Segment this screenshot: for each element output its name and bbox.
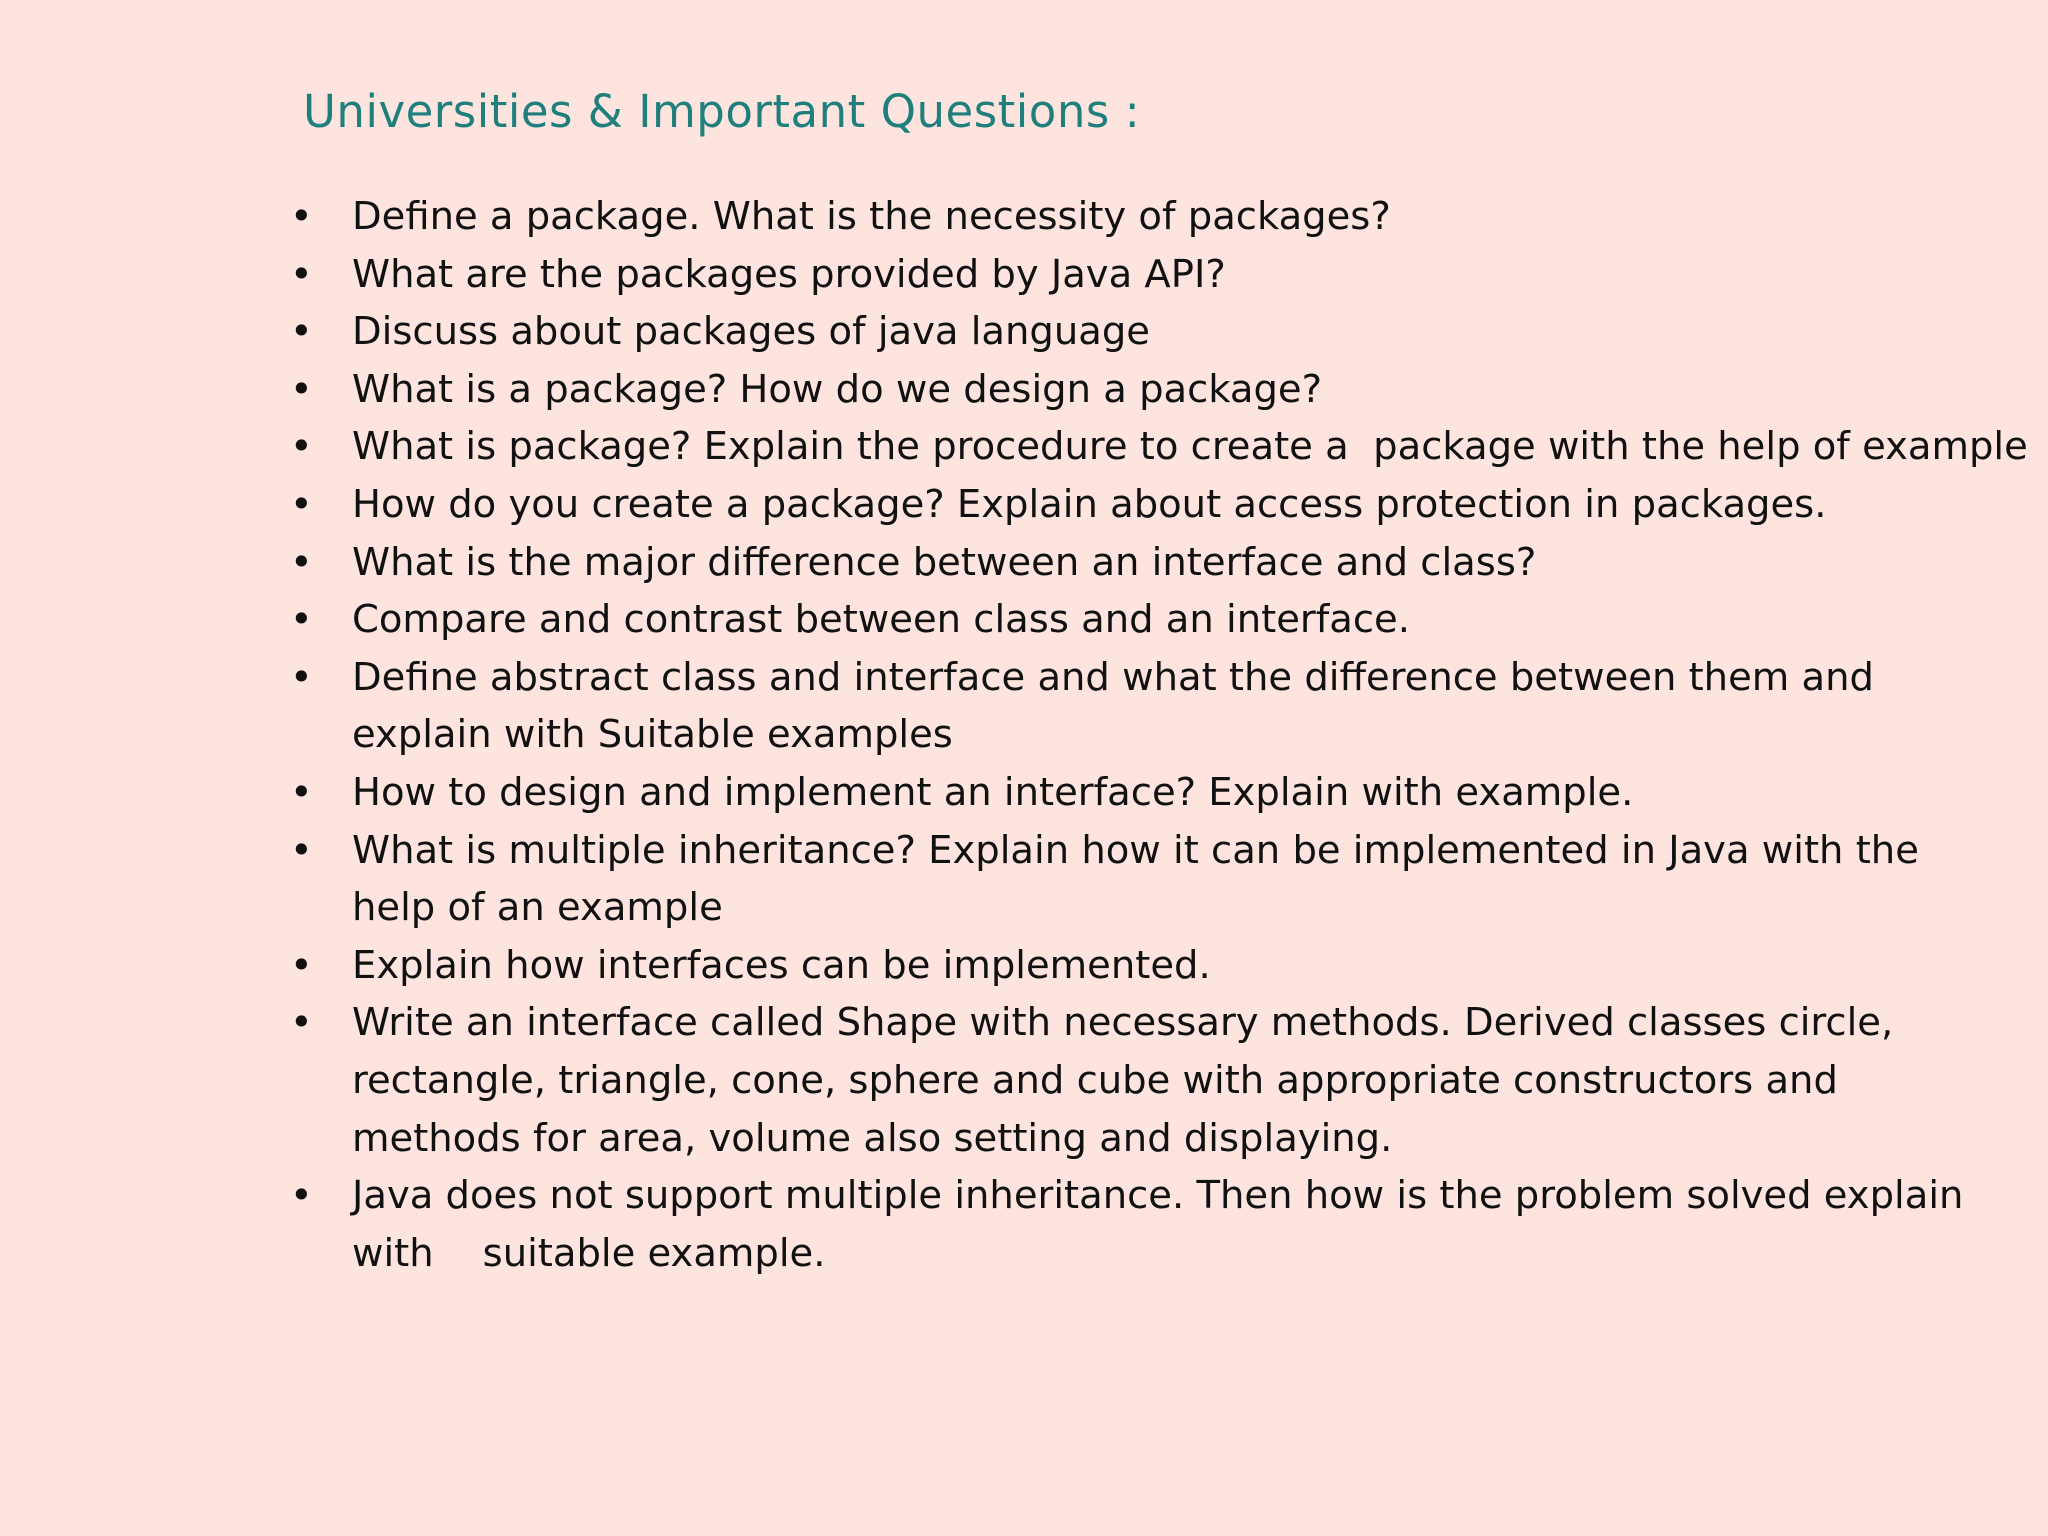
- question-text-line: with suitable example.: [352, 1230, 826, 1276]
- bullet-icon: •: [290, 194, 313, 239]
- slide-title: Universities & Important Questions :: [303, 85, 1141, 138]
- bullet-icon: •: [290, 597, 313, 643]
- question-item: [290, 649, 2040, 764]
- question-text-line: methods for area, volume also setting and displaying.: [352, 1115, 1393, 1161]
- question-text-line: Define abstract class and interface and what the difference between them and: [352, 654, 1874, 700]
- bullet-icon: •: [290, 539, 313, 585]
- question-text-line: Discuss about packages of java language: [352, 309, 1150, 355]
- question-item: [290, 418, 2040, 476]
- question-list: [290, 188, 2040, 1282]
- question-item: [290, 994, 2040, 1167]
- question-item: [290, 303, 2040, 361]
- bullet-icon: •: [290, 1000, 313, 1046]
- question-item: [290, 822, 2040, 937]
- question-item: [290, 764, 2040, 822]
- question-item: [290, 1167, 2040, 1282]
- bullet-icon: •: [290, 769, 313, 815]
- question-item: [290, 361, 2040, 419]
- bullet-icon: •: [290, 942, 313, 988]
- question-item: [290, 591, 2040, 649]
- bullet-icon: •: [290, 827, 313, 873]
- bullet-icon: •: [290, 481, 313, 527]
- question-text-line: What is a package? How do we design a package?: [352, 366, 1323, 412]
- question-item: [290, 937, 2040, 995]
- question-text-line: Define a package. What is the necessity of packages?: [352, 194, 1391, 239]
- question-text-line: What is package? Explain the procedure to create a package with the help of example: [352, 424, 2028, 470]
- question-item: [290, 246, 2040, 304]
- question-text-line: Write an interface called Shape with necessary methods. Derived classes circle,: [352, 1000, 1894, 1046]
- question-text-line: Explain how interfaces can be implemented.: [352, 942, 1211, 988]
- question-item: [290, 476, 2040, 534]
- question-text-line: explain with Suitable examples: [352, 712, 953, 758]
- bullet-icon: •: [290, 424, 313, 470]
- question-text-line: How do you create a package? Explain about access protection in packages.: [352, 481, 1827, 527]
- bullet-icon: •: [290, 366, 313, 412]
- question-text-line: What is the major difference between an interface and class?: [352, 539, 1537, 585]
- question-text-line: rectangle, triangle, cone, sphere and cube with appropriate constructors and: [352, 1057, 1838, 1103]
- bullet-icon: •: [290, 309, 313, 355]
- question-text-line: What are the packages provided by Java API?: [352, 251, 1226, 297]
- bullet-icon: •: [290, 251, 313, 297]
- bullet-icon: •: [290, 1173, 313, 1219]
- question-item: [290, 534, 2040, 592]
- question-text-line: help of an example: [352, 885, 723, 931]
- question-text-line: Java does not support multiple inheritance. Then how is the problem solved explain: [352, 1173, 1964, 1219]
- question-text-line: Compare and contrast between class and an interface.: [352, 597, 1410, 643]
- question-text-line: How to design and implement an interface? Explain with example.: [352, 769, 1634, 815]
- question-item: [290, 188, 2040, 246]
- bullet-icon: •: [290, 654, 313, 700]
- question-text-line: What is multiple inheritance? Explain how it can be implemented in Java with the: [352, 827, 1919, 873]
